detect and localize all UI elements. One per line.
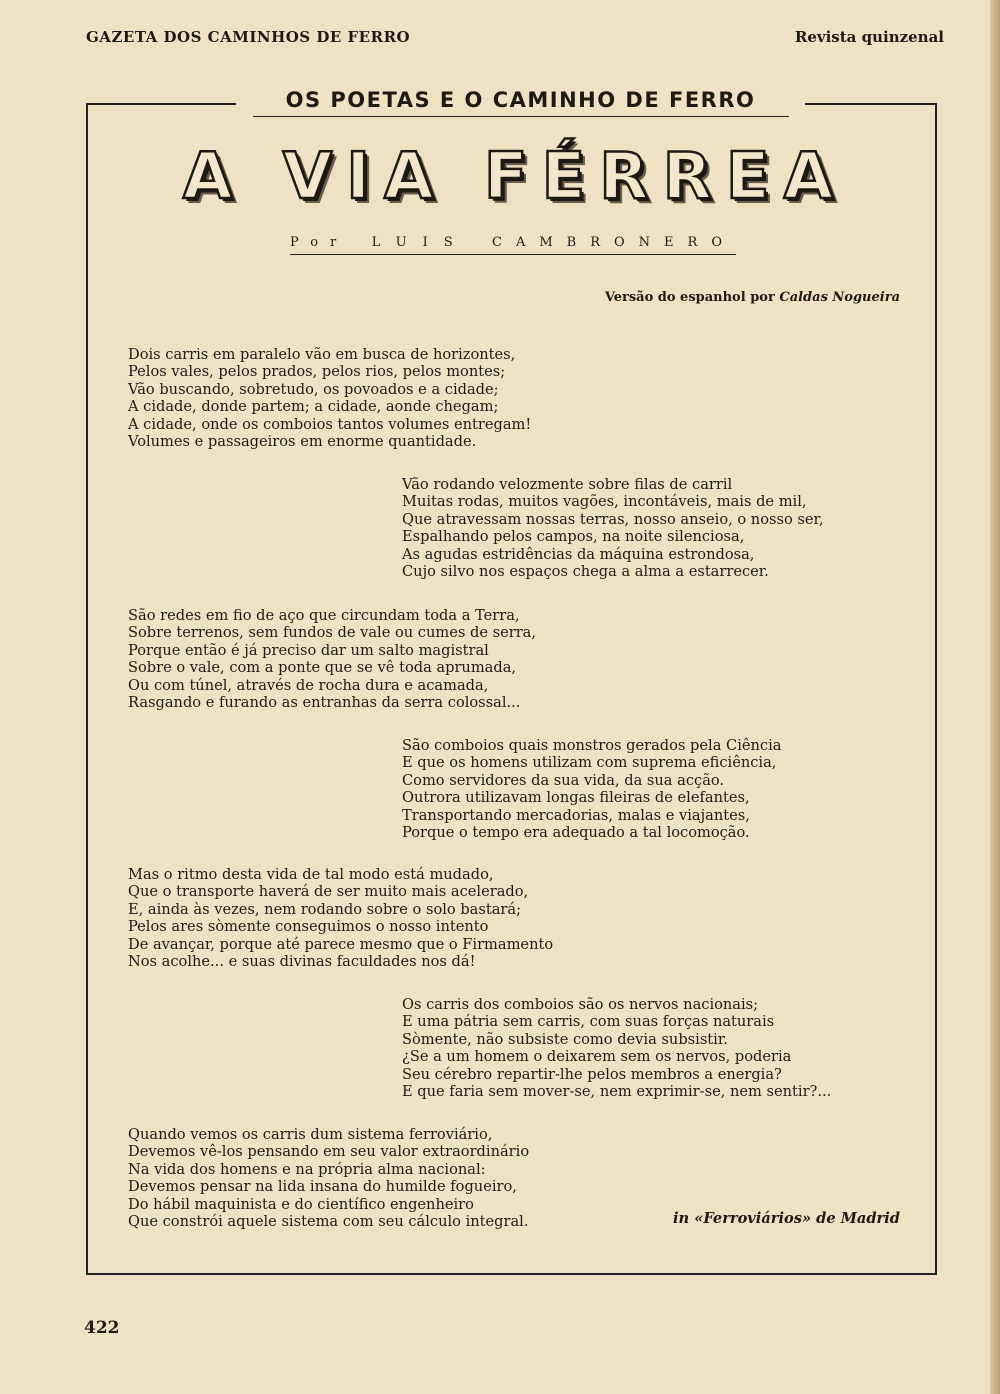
poem-line: Vão rodando velozmente sobre filas de carril <box>402 476 733 493</box>
poem-line: Sòmente, não subsiste como devia subsistir. <box>402 1030 728 1048</box>
publication-name: GAZETA DOS CAMINHOS DE FERRO <box>86 28 411 46</box>
translation-credit <box>605 290 900 305</box>
page-number: 422 <box>84 1318 120 1338</box>
stanza-2 <box>402 476 824 580</box>
byline-prefix: Por <box>290 235 349 250</box>
poem-line: Volumes e passageiros em enorme quantidade. <box>128 433 477 451</box>
poem-line: Sobre terrenos, sem fundos de vale ou cumes de serra, <box>128 624 537 642</box>
poem-line: Na vida dos homens e na própria alma nacional: <box>128 1160 486 1178</box>
poem-line: De avançar, porque até parece mesmo que o Firmamento <box>128 935 554 953</box>
poem-line: Vão buscando, sobretudo, os povoados e a cidade; <box>128 380 499 398</box>
translator-name: Caldas Nogueira <box>779 290 900 305</box>
poem-line: Devemos pensar na lida insana do humilde fogueiro, <box>128 1178 517 1196</box>
poem-line: E, ainda às vezes, nem rodando sobre o solo bastará; <box>128 900 522 918</box>
byline <box>290 235 736 250</box>
poem-line: Transportando mercadorias, malas e viajantes, <box>402 806 750 824</box>
poem-line: Sobre o vale, com a ponte que se vê toda aprumada, <box>128 659 517 677</box>
poem-line: Nos acolhe... e suas divinas faculdades nos dá! <box>128 953 476 971</box>
frame-top-right-rule <box>805 103 937 105</box>
source-citation: in «Ferroviários» de Madrid <box>672 1210 900 1227</box>
poem-line: Quando vemos os carris dum sistema ferroviário, <box>128 1126 493 1143</box>
byline-underline <box>290 254 736 255</box>
poem-line: Que o transporte haverá de ser muito mais acelerado, <box>128 883 529 901</box>
section-title-underline <box>253 116 789 117</box>
poem-line: Os carris dos comboios são os nervos nacionais; <box>402 996 759 1013</box>
poem-line: Porque o tempo era adequado a tal locomoção. <box>402 824 750 842</box>
poem-line: As agudas estridências da máquina estrondosa, <box>402 545 755 563</box>
stanza-3 <box>128 607 536 711</box>
article-title: A VIA FÉRREA <box>182 140 848 214</box>
poem-line: Espalhando pelos campos, na noite silenciosa, <box>402 528 745 546</box>
poem-line: A cidade, onde os comboios tantos volumes entregam! <box>128 415 532 433</box>
stanza-7 <box>128 1126 529 1230</box>
poem-line: São redes em fio de aço que circundam toda a Terra, <box>128 607 520 624</box>
poem-line: Do hábil maquinista e do científico engenheiro <box>128 1195 474 1213</box>
poem-line: Ou com túnel, através de rocha dura e acamada, <box>128 676 489 694</box>
poem-line: Mas o ritmo desta vida de tal modo está mudado, <box>128 866 494 883</box>
poem-line: Que atravessam nossas terras, nosso anseio, o nosso ser, <box>402 510 824 528</box>
stanza-1 <box>128 346 531 450</box>
poem-line: A cidade, donde partem; a cidade, aonde chegam; <box>128 398 499 416</box>
poem-line: Devemos vê-los pensando em seu valor extraordinário <box>128 1143 530 1161</box>
poem-line: Porque então é já preciso dar um salto magistral <box>128 641 489 659</box>
frame-top-left-rule <box>86 103 236 105</box>
author-first-name: LUIS <box>371 235 469 250</box>
poem-line: E uma pátria sem carris, com suas forças naturais <box>402 1013 775 1031</box>
section-title: OS POETAS E O CAMINHO DE FERRO <box>285 88 756 112</box>
poem-line: E que os homens utilizam com suprema eficiência, <box>402 754 777 772</box>
stanza-4 <box>402 737 781 841</box>
poem-line: ¿Se a um homem o deixarem sem os nervos, poderia <box>402 1048 792 1066</box>
poem-line: E que faria sem mover-se, nem exprimir-se, nem sentir?... <box>402 1083 832 1101</box>
publication-frequency: Revista quinzenal <box>794 28 944 46</box>
author-last-name: CAMBRONERO <box>492 235 736 250</box>
poem-line: São comboios quais monstros gerados pela Ciência <box>402 737 782 754</box>
poem-line: Seu cérebro repartir-lhe pelos membros a energia? <box>402 1065 782 1083</box>
poem-line: Cujo silvo nos espaços chega a alma a estarrecer. <box>402 563 769 581</box>
poem-line: Outrora utilizavam longas fileiras de elefantes, <box>402 789 750 807</box>
poem-line: Pelos ares sòmente conseguimos o nosso intento <box>128 918 489 936</box>
poem-line: Dois carris em paralelo vão em busca de horizontes, <box>128 346 516 363</box>
translation-prefix: Versão do espanhol por <box>604 290 775 305</box>
page-edge <box>990 0 1000 1394</box>
poem-line: Como servidores da sua vida, da sua acção. <box>402 771 725 789</box>
poem-line: Muitas rodas, muitos vagões, incontáveis, mais de mil, <box>402 493 807 511</box>
poem-line: Rasgando e furando as entranhas da serra colossal... <box>128 694 521 712</box>
stanza-5 <box>128 866 553 970</box>
poem-line: Que constrói aquele sistema com seu cálculo integral. <box>128 1213 529 1231</box>
poem-line: Pelos vales, pelos prados, pelos rios, pelos montes; <box>128 363 506 381</box>
stanza-6 <box>402 996 831 1100</box>
